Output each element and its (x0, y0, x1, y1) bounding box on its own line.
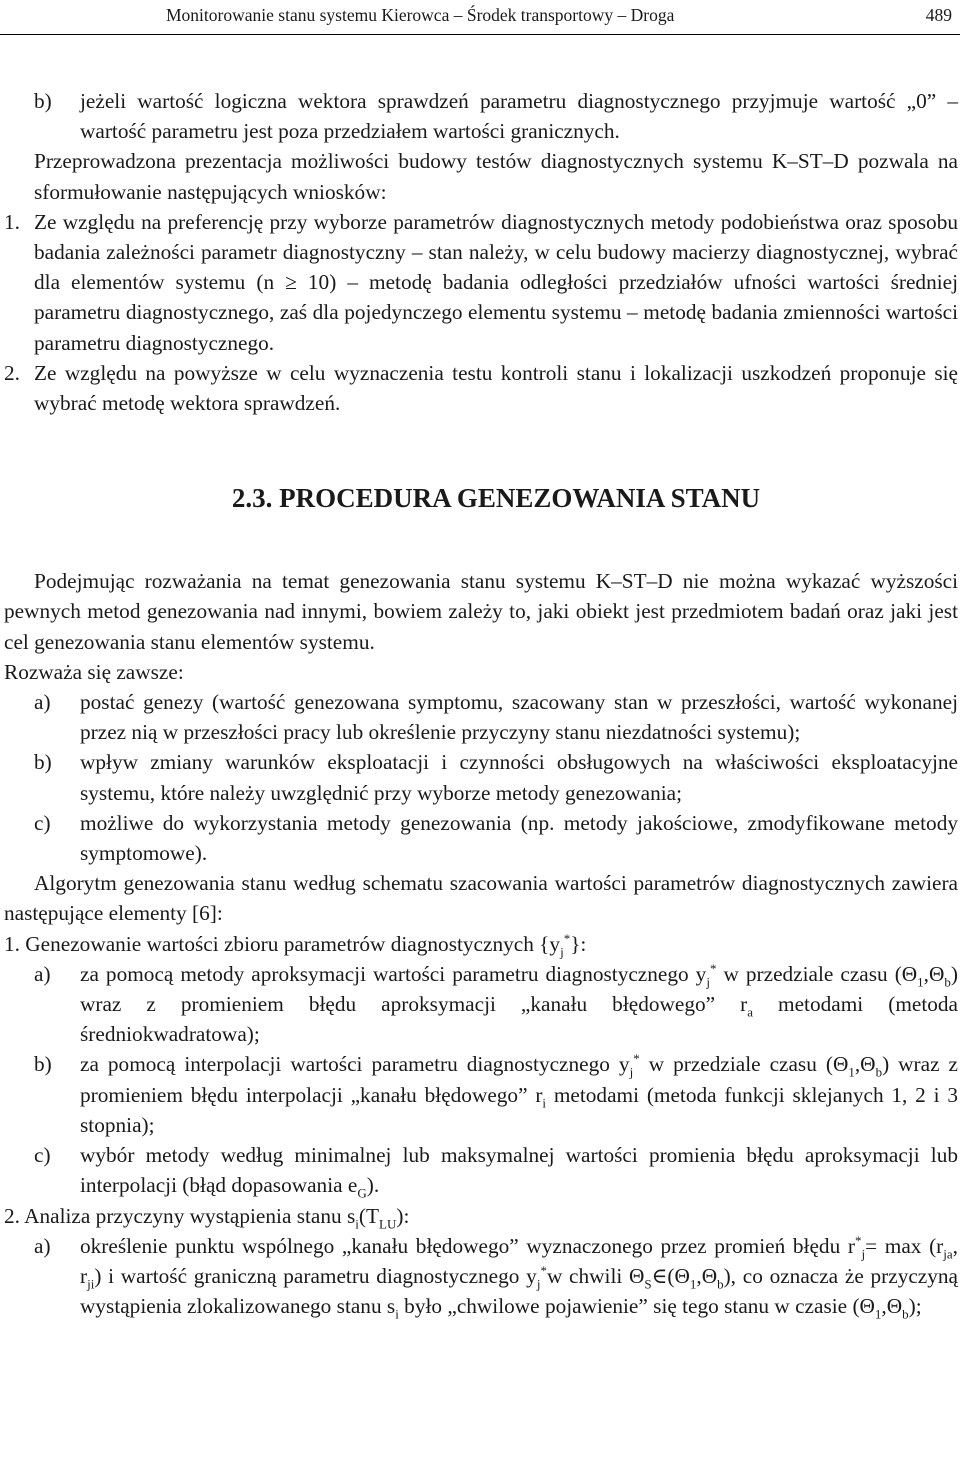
subscript: j (536, 1276, 541, 1292)
subscript: 1 (689, 1276, 697, 1292)
item-text: wybór metody według minimalnej lub maksymalnej wartości promienia błędu aproksymacji lub interpolacji (błąd dopasowania e (80, 1143, 958, 1198)
step-text: 2. Analiza przyczyny wystąpienia stanu s (4, 1203, 356, 1228)
conclusion-1 (4, 207, 958, 358)
subscript: ji (87, 1276, 95, 1292)
subscript: 1 (874, 1306, 882, 1322)
ge-symbol: ≥ (285, 270, 297, 295)
algorithm-step-1 (4, 929, 958, 959)
subscript: 1 (848, 1064, 855, 1080)
conclusion-text: 10) – metodę badania odległości przedziałów ufności wartości średniej parametru diagnostycznego, zaś dla pojedynczego elementu systemu – metodę badania zmienności wartości parametru diagnostycznego. (34, 270, 959, 355)
item-text: określenie punktu wspólnego „kanału błędowego” wyznaczonego przez promień błędu r (80, 1233, 855, 1258)
list-item-a (4, 687, 958, 747)
algorithm-item-b (4, 1049, 958, 1140)
subscript: i (395, 1306, 399, 1322)
conclusion-2 (4, 358, 958, 418)
subscript: S (644, 1276, 652, 1292)
page-number: 489 (925, 5, 952, 25)
list-item-text: wpływ zmiany warunków eksploatacji i czynności obsługowych na właściwości eksploatacyjne systemu, które należy uwzględnić przy wyborze metody genezowania; (80, 750, 958, 805)
list-marker: a) (34, 1233, 51, 1258)
list-marker: b) (34, 750, 52, 775)
subscript: b (717, 1276, 724, 1292)
list-item-b (4, 86, 958, 146)
list-marker: b) (34, 1052, 52, 1077)
subscript: i (542, 1094, 547, 1110)
item-text: ,Θ (696, 1263, 718, 1288)
list-marker: a) (34, 961, 51, 986)
page-body (4, 86, 958, 1321)
list-marker: 1. (4, 209, 20, 234)
item-text: metodami (metoda średniokwadratowa); (80, 992, 959, 1047)
subscript: b (875, 1064, 883, 1080)
list-marker: b) (34, 89, 52, 113)
list-item-b (4, 747, 958, 807)
step-text: (T (358, 1203, 380, 1228)
superscript: * (633, 1051, 640, 1067)
algorithm-item-c (4, 1140, 958, 1200)
item-text: w przedziale czasu (Θ (639, 1052, 849, 1077)
item-text: za pomocą metody aproksymacji wartości parametru diagnostycznego y (80, 961, 707, 986)
item-text: = max (r (865, 1233, 944, 1258)
conclusion-text: Ze względu na powyższe w celu wyznaczenia testu kontroli stanu i lokalizacji uszkodzeń proponuje się wybrać metodę wektora sprawdzeń. (34, 360, 958, 416)
superscript: * (709, 960, 717, 976)
subscript: LU (379, 1215, 397, 1231)
item-text: ) wraz z promieniem błędu aproksymacji „kanału błędowego” r (80, 961, 958, 1017)
subscript: i (355, 1215, 359, 1231)
paragraph: Rozważa się zawsze: (4, 659, 184, 684)
list-marker: c) (34, 810, 51, 835)
item-text: w przedziale czasu (Θ (716, 961, 918, 986)
subscript: ja (943, 1245, 953, 1261)
list-marker: c) (34, 1143, 51, 1168)
list-marker: 2. (4, 360, 20, 385)
subscript: b (944, 974, 951, 990)
subscript: 1 (917, 974, 924, 990)
step-text: 1. Genezowanie wartości zbioru parametrów diagnostycznych {y (4, 931, 561, 956)
running-header (0, 0, 960, 35)
list-marker: a) (34, 690, 51, 715)
item-text: ,Θ (881, 1294, 903, 1319)
list-item-text: jeżeli wartość logiczna wektora sprawdzeń parametru diagnostycznego przyjmuje wartość „0” – wartość parametru jest poza przedziałem wartości granicznych. (80, 89, 958, 144)
subscript: j (861, 1245, 866, 1261)
item-text: ,Θ (854, 1052, 876, 1077)
superscript: * (540, 1262, 547, 1278)
conclusion-text: Ze względu na preferencję przy wyborze parametrów diagnostycznych metody podobieństwa oraz sposobu badania zależności parametr diagnostyczny – stan należy, w celu budowy macierzy diagnostycznej, wybrać dla elementów systemu (n (34, 209, 958, 295)
item-text: ); (908, 1294, 922, 1319)
algorithm-item-d (4, 1231, 958, 1322)
list-item-text: możliwe do wykorzystania metody genezowania (np. metody jakościowe, zmodyfikowane metody symptomowe). (80, 810, 958, 866)
superscript: * (854, 1232, 862, 1248)
item-text: ,Θ (923, 961, 945, 986)
item-text: ), co oznacza że przyczyną wystąpienia zlokalizowanego stanu s (80, 1263, 958, 1319)
step-text: ): (396, 1203, 410, 1228)
subscript: a (747, 1004, 753, 1020)
subscript: j (560, 943, 564, 959)
subscript: j (629, 1064, 634, 1080)
element-of-symbol: ∈ (651, 1263, 668, 1288)
list-item-c (4, 808, 958, 868)
item-text: (Θ (667, 1263, 690, 1288)
item-text: w chwili Θ (546, 1263, 645, 1288)
paragraph: Podejmując rozważania na temat genezowania stanu systemu K–ST–D nie można wykazać wyższości pewnych metod genezowania nad innymi, bowiem zależy to, jaki obiekt jest przedmiotem badań oraz jaki jest cel genezowania stanu elementów systemu. (4, 569, 958, 654)
superscript: * (563, 930, 571, 946)
conclusion-intro: Przeprowadzona prezentacja możliwości budowy testów diagnostycznych systemu K–ST–D pozwala na sformułowanie następujących wniosków: (34, 149, 958, 204)
subscript: G (357, 1185, 367, 1201)
item-text: ) i wartość graniczną parametru diagnostycznego y (94, 1263, 537, 1288)
item-text: było „chwilowe pojawienie” się tego stanu w czasie (Θ (398, 1294, 875, 1319)
algorithm-item-a (4, 959, 958, 1050)
subscript: j (706, 974, 710, 990)
algorithm-step-2 (4, 1201, 958, 1231)
subscript: b (902, 1306, 909, 1322)
section-heading: 2.3. PROCEDURA GENEZOWANIA STANU (231, 483, 761, 514)
list-item-text: postać genezy (wartość genezowana symptomu, szacowany stan w przeszłości, wartość wykonanej przez nią w przeszłości pracy lub określenie przyczyny stanu niezdatności systemu); (80, 690, 958, 745)
running-title: Monitorowanie stanu systemu Kierowca – Środek transportowy – Droga (166, 5, 675, 25)
item-text: metodami (metoda funkcji sklejanych 1, 2 i 3 stopnia); (80, 1082, 958, 1137)
item-text: ) wraz z promieniem błędu interpolacji „kanału błędowego” r (80, 1052, 958, 1107)
item-text: ). (366, 1173, 380, 1198)
paragraph: Algorytm genezowania stanu według schematu szacowania wartości parametrów diagnostycznych zawiera następujące elementy [6]: (4, 871, 958, 926)
item-text: za pomocą interpolacji wartości parametru diagnostycznego y (80, 1052, 630, 1077)
step-text: }: (570, 931, 587, 956)
item-text: , r (80, 1233, 958, 1288)
